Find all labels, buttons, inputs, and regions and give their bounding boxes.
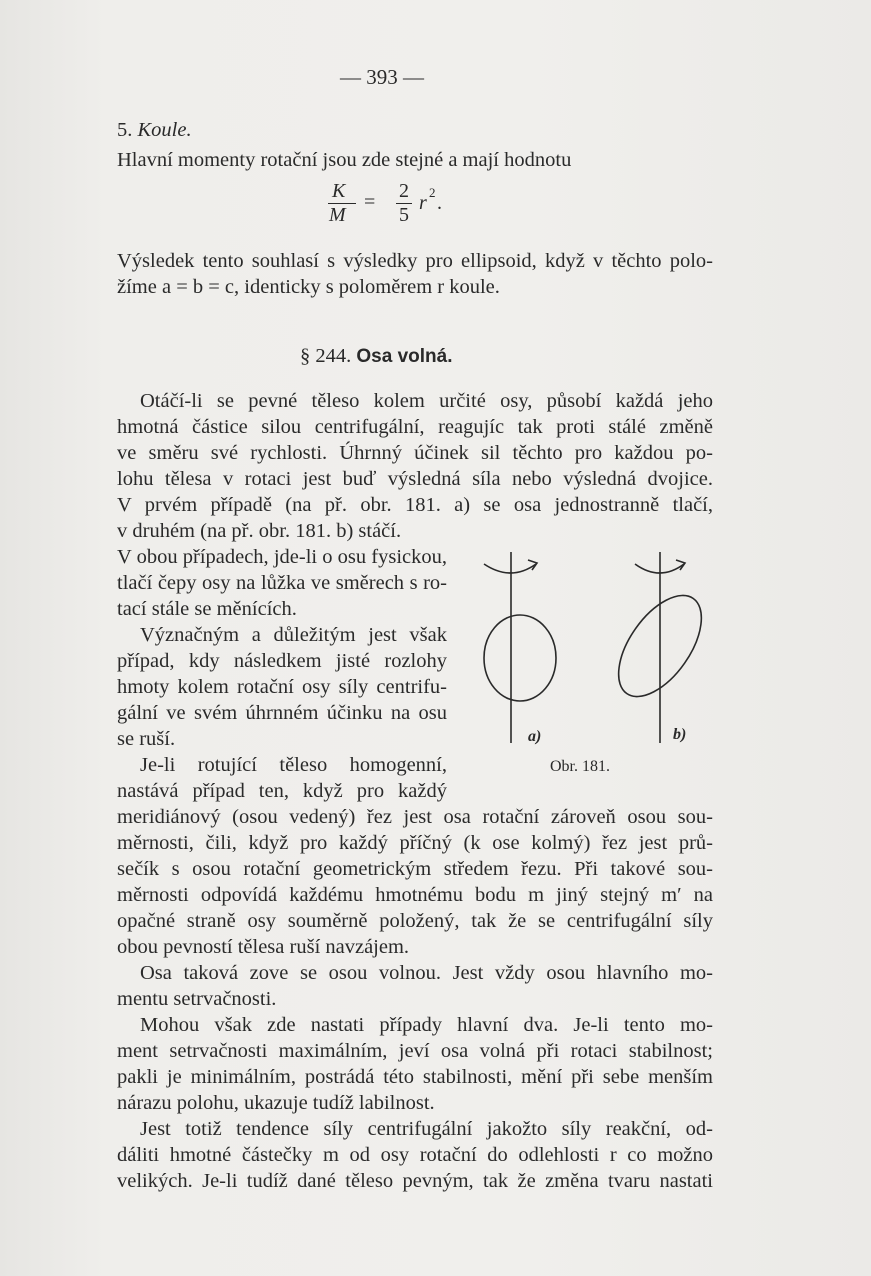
figure-181 — [470, 548, 730, 783]
text-line: tlačí čepy osy na lůžka ve směrech s ro- — [117, 572, 447, 594]
text-line: nárazu polohu, ukazuje tudíž labilnost. — [117, 1092, 435, 1114]
rotation-arrow-a — [484, 564, 536, 573]
text-line: Význačným a důležitým jest však — [140, 624, 447, 646]
text-line: hmotná částice silou centrifugální, reagujíc tak proti stálé změně — [117, 416, 713, 438]
text-line: V prvém případě (na př. obr. 181. a) se osa jednostranně tlačí, — [117, 494, 713, 516]
text-line: v druhém (na př. obr. 181. b) stáčí. — [117, 520, 402, 542]
text-line: Mohou však zde nastati případy hlavní dva. Je-li tento mo- — [140, 1014, 713, 1036]
text-line: Otáčí-li se pevné těleso kolem určité osy, působí každá jeho — [140, 390, 713, 412]
section-244-heading — [300, 343, 452, 370]
text-line: žíme a = b = c, identicky s poloměrem r koule. — [117, 276, 500, 298]
text-line: Osa taková zove se osou volnou. Jest vždy osou hlavního mo- — [140, 962, 713, 984]
section-5-number: 5. — [117, 119, 133, 141]
text-line: ment setrvačnosti maximálním, jeví osa volná při rotaci stabilnost; — [117, 1040, 713, 1062]
page-number: — 393 — — [340, 65, 424, 89]
formula-numerator-2: 2 — [399, 180, 409, 202]
text-line: Jest totiž tendence síly centrifugální jakožto síly reakční, od- — [140, 1118, 713, 1140]
section-5-heading — [117, 117, 192, 143]
text-line: gální ve svém úhrnném účinku na osu — [117, 702, 447, 724]
formula-denominator-5: 5 — [399, 204, 409, 226]
formula-denominator-m: M — [329, 204, 346, 226]
text-line: meridiánový (osou vedený) řez jest osa rotační zároveň osou sou- — [117, 806, 713, 828]
text-line: sečík s osou rotační geometrickým středem řezu. Při takové sou- — [117, 858, 713, 880]
text-line: Je-li rotující těleso homogenní, — [140, 754, 447, 776]
formula-variable-r: r — [419, 192, 427, 214]
text-line: obou pevností tělesa ruší navzájem. — [117, 936, 410, 958]
formula-equals: = — [364, 191, 376, 213]
formula-numerator-k: K — [332, 180, 346, 202]
text-line: hmoty kolem rotační osy síly centrifu- — [117, 676, 447, 698]
section-244-number: § 244. — [300, 345, 352, 367]
formula-period: . — [437, 192, 442, 214]
text-line: dáliti hmotné částečky m od osy rotační do odlehlosti r co možno — [117, 1144, 713, 1166]
formula-exponent: 2 — [429, 185, 436, 200]
text-line: pakli je minimálním, postrádá této stabilnosti, mění při sebe menším — [117, 1066, 713, 1088]
text-line: se ruší. — [117, 728, 176, 750]
text-line: tací stále se měnících. — [117, 598, 297, 620]
figure-label-a: a) — [528, 728, 542, 745]
figure-caption: Obr. 181. — [550, 758, 610, 775]
text-line: ve směru své rychlosti. Úhrnný účinek sil těchto pro každou po- — [117, 442, 713, 464]
text-line: Výsledek tento souhlasí s výsledky pro ellipsoid, když v těchto polo- — [117, 250, 713, 272]
ellipse-a — [484, 615, 556, 701]
text-line: měrnosti odpovídá každému hmotnému bodu m jiný stejný m′ na — [117, 884, 713, 906]
text-line: měrnosti, čili, když pro každý příčný (k ose kolmý) řez jest prů- — [117, 832, 713, 854]
text-line: nastává případ ten, když pro každý — [117, 780, 447, 802]
text-line: případ, kdy následkem jisté rozlohy — [117, 650, 447, 672]
figure-181-drawing — [470, 548, 730, 783]
text-line: V obou případech, jde-li o osu fysickou, — [117, 546, 447, 568]
text-line: opačné straně osy souměrně položený, tak že se centrifugální síly — [117, 910, 713, 932]
figure-label-b: b) — [673, 726, 687, 743]
text-line: Hlavní momenty rotační jsou zde stejné a mají hodnotu — [117, 149, 572, 171]
formula — [326, 180, 476, 230]
text-line: lohu tělesa v rotaci jest buď výsledná síla nebo výsledná dvojice. — [117, 468, 713, 490]
text-line: mentu setrvačnosti. — [117, 988, 277, 1010]
section-244-title: Osa volná. — [356, 346, 453, 367]
text-line: velikých. Je-li tudíž dané těleso pevným, tak že změna tvaru nastati — [117, 1170, 713, 1192]
section-5-title: Koule. — [137, 119, 192, 141]
